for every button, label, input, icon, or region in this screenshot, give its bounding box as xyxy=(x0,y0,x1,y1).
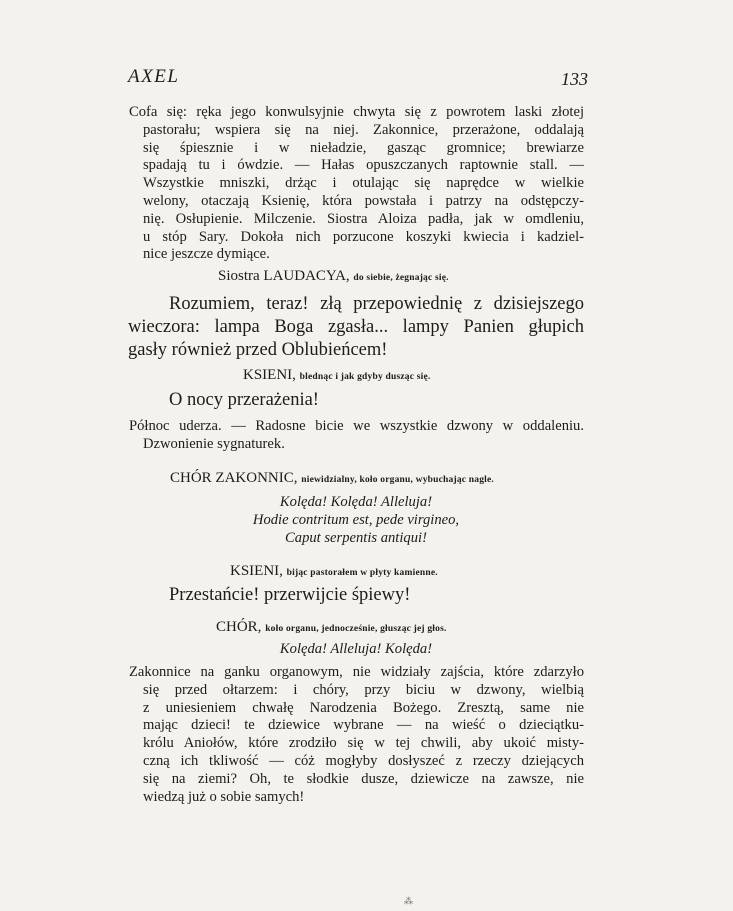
speaker-direction: niewidzialny, koło organu, wybuchając nagle. xyxy=(301,475,495,485)
stage-line: się przed ołtarzem: i chóry, przy biciu w dzwony, wielbią xyxy=(143,681,584,698)
speech-line: Rozumiem, teraz! złą przepowiednię z dzisiejszego xyxy=(169,294,584,314)
stage-line: Dzwonienie sygnaturek. xyxy=(143,435,285,452)
speaker-heading xyxy=(218,268,449,285)
stage-line: welony, otaczają Ksienię, która powstała i patrzy na odstępczy- xyxy=(143,192,584,209)
chant xyxy=(200,640,512,658)
speaker-name: CHÓR ZAKONNIC, xyxy=(170,470,298,486)
speaker-direction: koło organu, jednocześnie, głusząc jej głos. xyxy=(265,624,447,634)
speaker-heading xyxy=(243,367,430,384)
page-number: 133 xyxy=(561,69,588,89)
speech xyxy=(169,389,319,412)
stage-line: Cofa się: ręka jego konwulsyjnie chwyta się z powrotem laski złotej xyxy=(129,104,584,120)
speaker-direction: bijąc pastorałem w płyty kamienne. xyxy=(286,568,438,578)
chant-line: Kolęda! Alleluja! Kolęda! xyxy=(279,641,433,657)
stage-line: nice jeszcze dymiące. xyxy=(143,246,270,263)
chant-line: Caput serpentis antiqui! xyxy=(285,530,427,546)
stage-line: Północ uderza. — Radosne bicie we wszystkie dzwony w oddaleniu. xyxy=(129,418,584,434)
speaker-name: Siostra LAUDACYA, xyxy=(218,268,350,284)
stage-line: czną ich tkliwość — cóż mogłyby dosłyszeć z rzeczy dziejących xyxy=(143,752,584,769)
stage-line: wiedzą już o sobie samych! xyxy=(143,788,305,805)
stage-direction-3 xyxy=(129,664,584,806)
chant-line: Hodie contritum est, pede virgineo, xyxy=(252,512,460,528)
page-header xyxy=(128,66,588,94)
stage-line: nię. Osłupienie. Milczenie. Siostra Aloiza padła, jak w omdleniu, xyxy=(143,210,584,227)
stage-line: się śpiesznie i w nieładzie, gasząc gromnice; brewiarze xyxy=(143,139,584,156)
speaker-name: KSIENI, xyxy=(243,367,296,383)
stage-line: mając dzieci! te dziewice wybrane — na wieść o dzieciątku- xyxy=(143,717,584,734)
chant-line: Kolęda! Kolęda! Alleluja! xyxy=(279,494,433,510)
printer-ornament: ⁂ xyxy=(404,896,413,906)
stage-line: pastorału; wspiera się na niej. Zakonnice, przerażone, oddalają xyxy=(143,121,584,138)
stage-line: z uniesieniem chwałę Narodzenia Bożego. Zresztą, same nie xyxy=(143,699,584,716)
stage-line: Zakonnice na ganku organowym, nie widziały zajścia, które zdarzyło xyxy=(129,664,584,680)
speech-line: wieczora: lampa Boga zgasła... lampy Panien głupich xyxy=(128,317,584,337)
speech-line: gasły również przed Oblubieńcem! xyxy=(128,340,388,360)
speech xyxy=(128,293,584,362)
speaker-heading xyxy=(216,619,447,636)
stage-direction-1 xyxy=(129,104,584,264)
speech xyxy=(169,584,410,607)
stage-line: Wszystkie mniszki, drżąc i otulając się naprędce w wielkie xyxy=(143,175,584,192)
speech-line: Przestańcie! przerwijcie śpiewy! xyxy=(169,585,411,605)
speaker-direction: do siebie, żegnając się. xyxy=(353,273,449,283)
speaker-heading xyxy=(170,470,494,487)
speech-line: O nocy przerażenia! xyxy=(169,390,319,410)
chant xyxy=(200,493,512,547)
speaker-heading xyxy=(230,563,438,580)
speaker-direction: blednąc i jak gdyby dusząc się. xyxy=(299,372,431,382)
stage-line: u stóp Sary. Dokoła nich porzucone koszyki kwiecia i kadziel- xyxy=(143,228,584,245)
stage-line: spadają tu i ówdzie. — Hałas opuszczanych raptownie stall. — xyxy=(143,157,584,174)
stage-line: się na ziemi? Oh, te słodkie dusze, dziewicze na zawsze, nie xyxy=(143,770,584,787)
speaker-name: CHÓR, xyxy=(216,619,262,635)
stage-direction-2 xyxy=(129,418,584,454)
stage-line: królu Aniołów, które zrodziło się w tej chwili, aby ukoić misty- xyxy=(143,735,584,752)
running-title: AXEL xyxy=(128,66,180,87)
speaker-name: KSIENI, xyxy=(230,563,283,579)
